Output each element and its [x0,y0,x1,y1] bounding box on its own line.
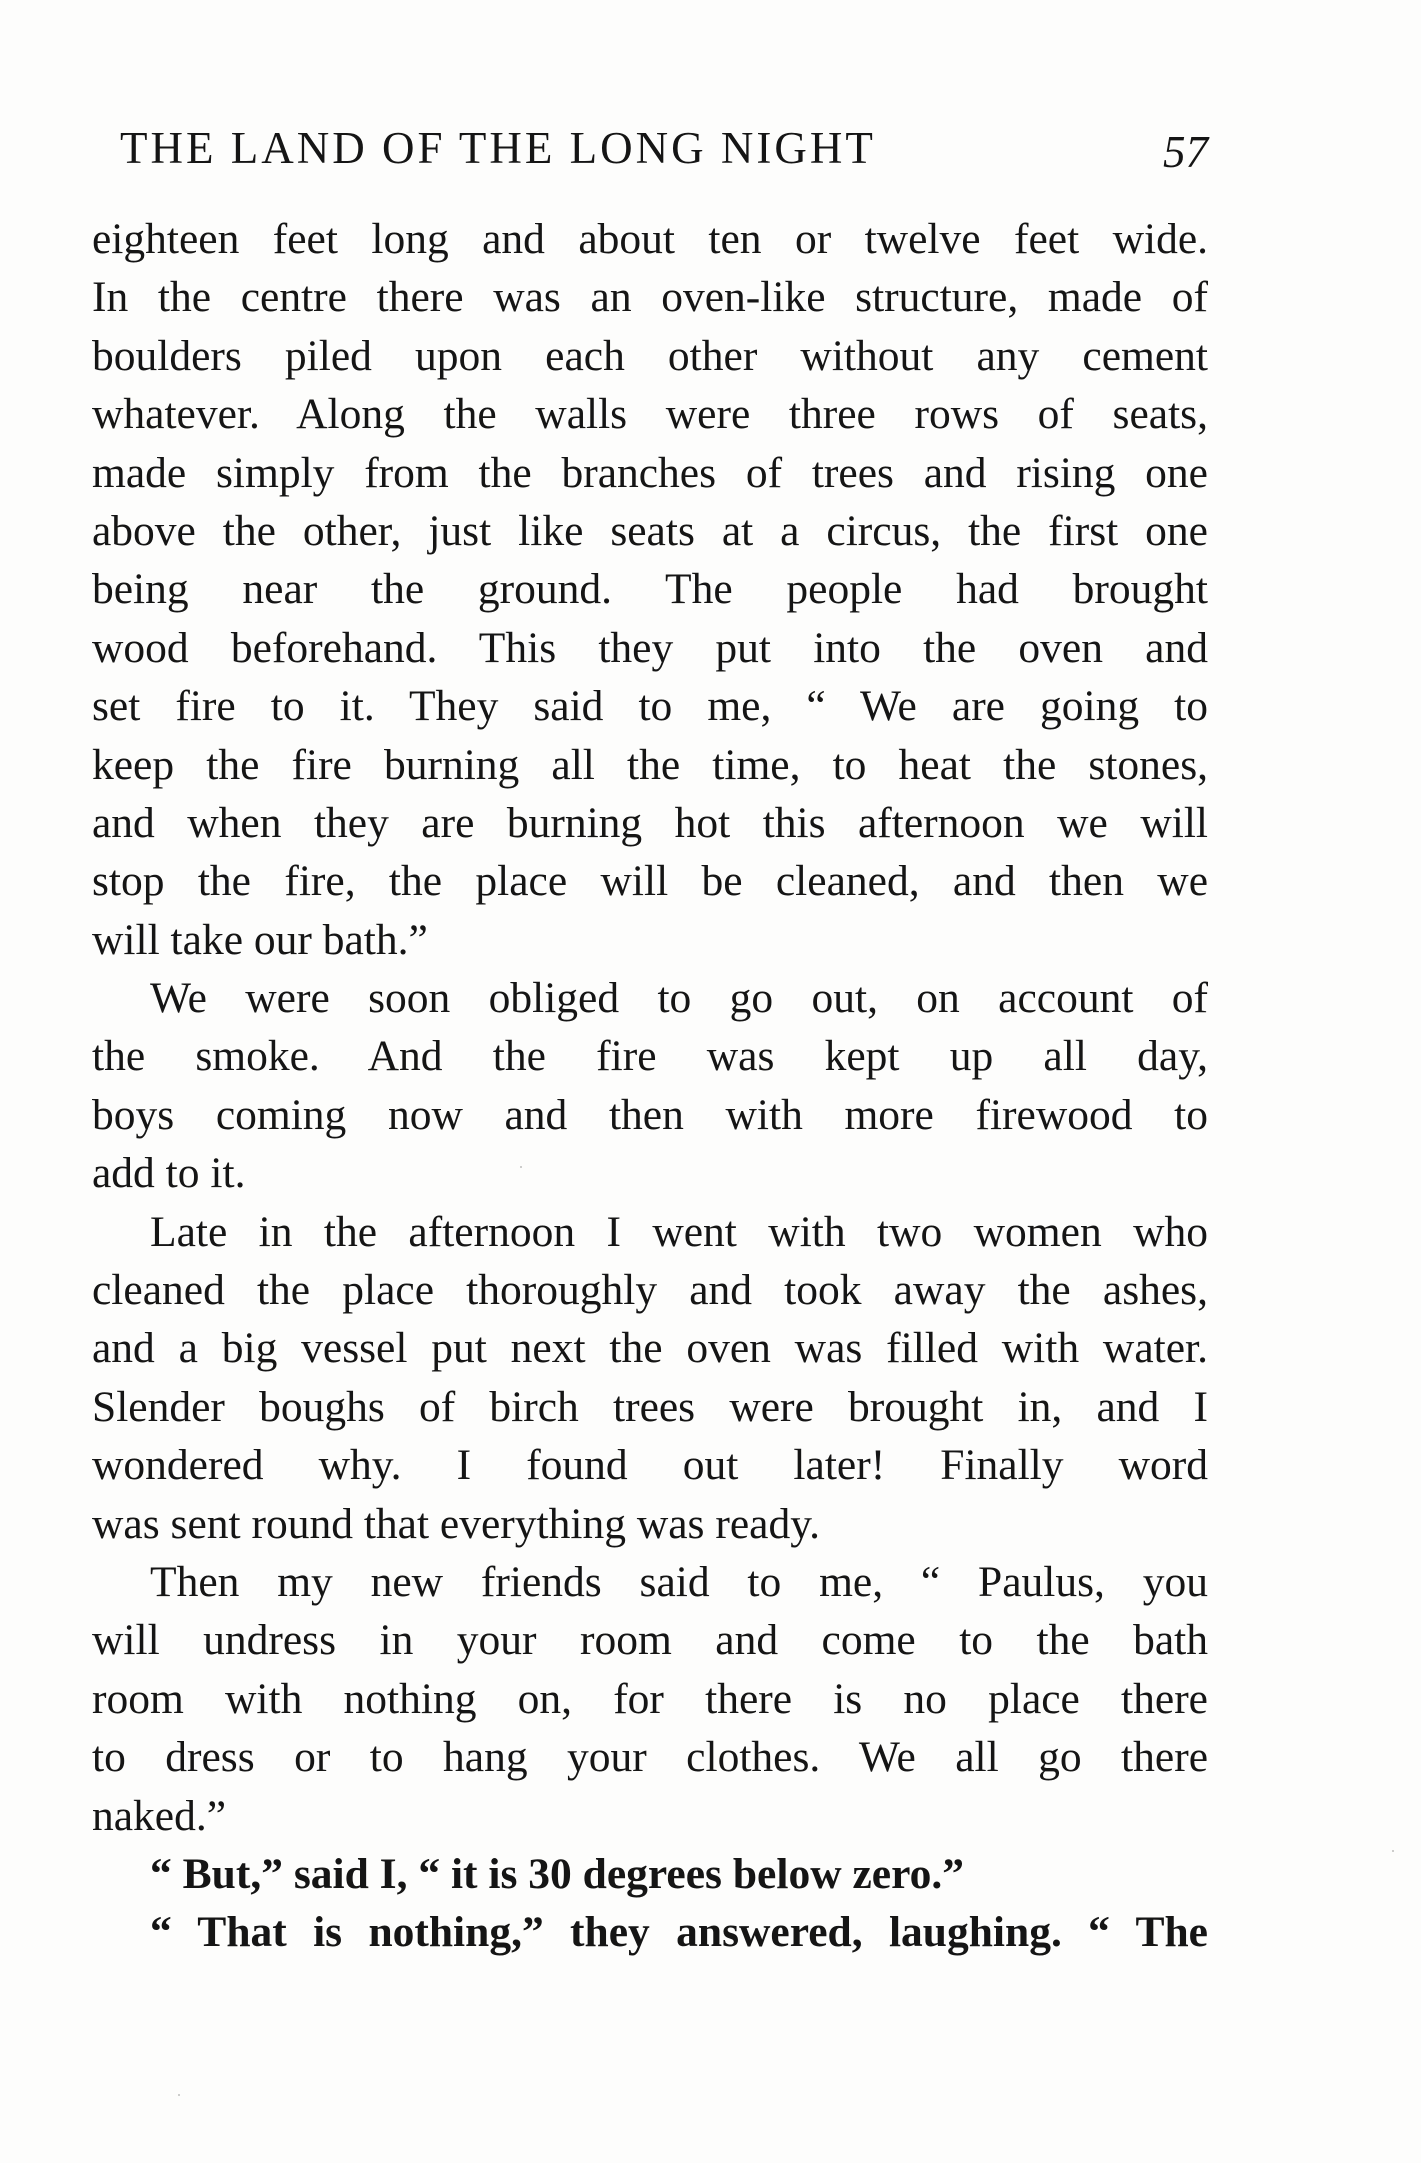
page-number: 57 [1163,127,1208,177]
text-line: and a big vessel put next the oven was filled with water. [92,1324,1208,1373]
running-head [120,118,1208,178]
text-line: We were soon obliged to go out, on account of [150,974,1208,1023]
body-text [92,210,1208,1962]
text-line: Late in the afternoon I went with two women who [150,1207,1208,1256]
paper-speck [178,2094,180,2096]
text-line: the smoke. And the fire was kept up all day, [92,1032,1208,1081]
text-line: room with nothing on, for there is no place there [92,1674,1208,1723]
text-line: set fire to it. They said to me, “ We are going to [92,682,1208,731]
text-line: “ That is nothing,” they answered, laughing. “ The [150,1908,1208,1957]
text-line: will undress in your room and come to the bath [92,1616,1208,1665]
text-line: being near the ground. The people had brought [92,565,1208,614]
text-line: and when they are burning hot this afternoon we will [92,798,1208,847]
text-line: boys coming now and then with more firewood to [92,1090,1208,1139]
text-line: keep the fire burning all the time, to heat the stones, [92,740,1208,789]
text-line: Then my new friends said to me, “ Paulus, you [150,1557,1208,1606]
text-line: above the other, just like seats at a circus, the first one [92,506,1208,555]
text-line: whatever. Along the walls were three rows of seats, [92,390,1208,439]
text-line: wood beforehand. This they put into the oven and [92,623,1208,672]
text-line: to dress or to hang your clothes. We all go there [92,1733,1208,1782]
text-line: In the centre there was an oven-like structure, made of [92,273,1208,322]
text-line: wondered why. I found out later! Finally word [92,1441,1208,1490]
text-line: stop the fire, the place will be cleaned, and then we [92,857,1208,906]
text-line: boulders piled upon each other without any cement [92,331,1208,380]
text-line: will take our bath.” [92,915,428,964]
text-line: “ But,” said I, “ it is 30 degrees below zero.” [150,1849,964,1898]
text-line: naked.” [92,1791,227,1840]
paper-speck [1392,1850,1394,1852]
text-line: Slender boughs of birch trees were brought in, and I [92,1382,1208,1431]
running-title: THE LAND OF THE LONG NIGHT [120,123,876,173]
text-line: was sent round that everything was ready. [92,1499,821,1548]
text-line: cleaned the place thoroughly and took away the ashes, [92,1266,1208,1315]
text-line: add to it. [92,1149,246,1198]
text-line: eighteen feet long and about ten or twelve feet wide. [92,215,1208,263]
text-line: made simply from the branches of trees and rising one [92,448,1208,497]
paper-speck [520,1166,522,1168]
